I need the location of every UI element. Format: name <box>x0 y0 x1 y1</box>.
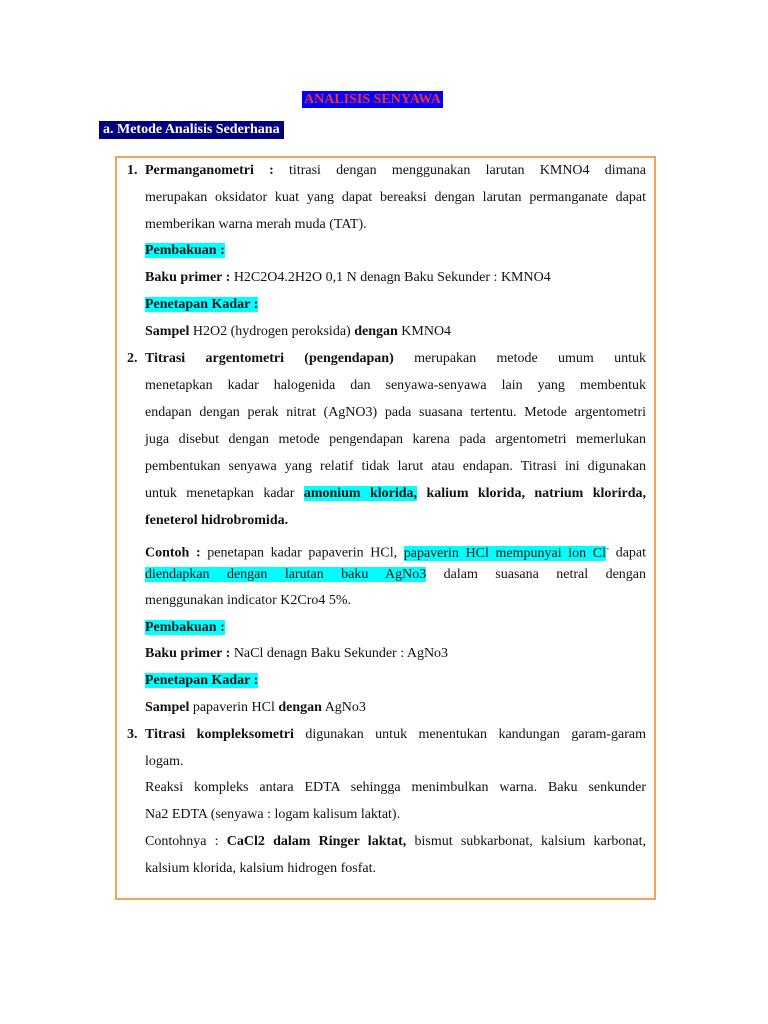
paragraph-line: menggunakan indicator K2Cro4 5%. <box>145 593 352 608</box>
item-text: penetapan kadar papaverin HCl, <box>207 545 398 561</box>
list-item-intro <box>145 725 646 745</box>
baku-primer-line <box>145 644 646 664</box>
highlighted-text: papaverin HCl mempunyai ion Cl <box>403 545 607 561</box>
paragraph-line: kalsium klorida, kalsium hidrogen fosfat. <box>145 861 376 876</box>
pembakuan-label: Pembakuan : <box>145 243 225 258</box>
bold-term: CaCl2 dalam Ringer laktat, <box>226 834 407 849</box>
highlighted-text: diendapkan dengan larutan baku AgNo3 <box>145 567 427 582</box>
baku-label: Baku primer : <box>145 646 231 661</box>
contoh-line: Contoh : penetapan kadar papaverin HCl, papaverin HCl mempunyai ion Cl- dapat <box>145 543 647 561</box>
paragraph-line: menetapkan kadar halogenida dan senyawa-senyawa lain yang membentuk <box>145 378 646 393</box>
paragraph-line: Na2 EDTA (senyawa : logam kalisum laktat). <box>145 807 401 822</box>
sampel-line <box>145 322 646 342</box>
item-heading: Titrasi argentometri (pengendapan) <box>145 351 394 366</box>
sampel-text: papaverin HCl <box>192 700 275 715</box>
baku-text: H2C2O4.2H2O 0,1 N denagn Baku Sekunder : KMNO4 <box>233 270 551 285</box>
item-text: dalam suasana netral dengan <box>443 567 646 582</box>
dengan-text: KMNO4 <box>401 324 452 339</box>
contoh-label: Contoh : <box>145 545 201 561</box>
sampel-label: Sampel <box>145 700 190 715</box>
item-heading: Titrasi kompleksometri <box>145 727 294 742</box>
list-item-intro <box>145 349 646 369</box>
contoh-line <box>145 832 646 852</box>
paragraph-line: juga disebut dengan metode pengendapan karena pada argentometri memerlukan <box>145 432 646 447</box>
paragraph-line: Reaksi kompleks antara EDTA sehingga menimbulkan warna. Baku senkunder <box>145 780 646 795</box>
dengan-text: AgNo3 <box>324 700 366 715</box>
sampel-line <box>145 698 646 718</box>
paragraph-line: pembentukan senyawa yang relatif tidak larut atau endapan. Titrasi ini digunakan <box>145 459 646 474</box>
document-title: ANALISIS SENYAWA <box>304 92 441 107</box>
list-item-intro <box>145 161 646 181</box>
penetapan-line <box>145 671 646 691</box>
paragraph-line: logam. <box>145 754 184 769</box>
baku-primer-line <box>145 268 646 288</box>
item-text: untuk menetapkan kadar <box>145 486 295 501</box>
paragraph-line: endapan dengan perak nitrat (AgNO3) pada suasana tertentu. Metode argentometri <box>145 405 646 420</box>
item-number: 2. <box>127 351 138 366</box>
highlighted-term: amonium klorida, <box>303 486 418 501</box>
dengan-label: dengan <box>354 324 398 339</box>
baku-text: NaCl denagn Baku Sekunder : AgNo3 <box>233 646 449 661</box>
baku-label: Baku primer : <box>145 270 231 285</box>
item-text: merupakan metode umum untuk <box>414 351 646 366</box>
paragraph-line: memberikan warna merah muda (TAT). <box>145 217 367 232</box>
penetapan-label: Penetapan Kadar : <box>145 297 259 312</box>
pembakuan-line <box>145 241 646 261</box>
item-text: digunakan untuk menentukan kandungan garam-garam <box>305 727 646 742</box>
item-text: dapat <box>615 545 647 561</box>
section-heading: a. Metode Analisis Sederhana <box>99 121 284 139</box>
item-number: 1. <box>127 163 138 178</box>
sampel-label: Sampel <box>145 324 190 339</box>
item-text: bismut subkarbonat, kalsium karbonat, <box>414 834 647 849</box>
pembakuan-line <box>145 618 646 638</box>
item-number: 3. <box>127 727 138 742</box>
penetapan-label: Penetapan Kadar : <box>145 673 259 688</box>
paragraph-line: merupakan oksidator kuat yang dapat bereaksi dengan larutan permanganate dapat <box>145 190 646 205</box>
sampel-text: H2O2 (hydrogen peroksida) <box>192 324 351 339</box>
paragraph-line <box>145 484 646 504</box>
paragraph-line: feneterol hidrobromida. <box>145 513 289 528</box>
pembakuan-label: Pembakuan : <box>145 620 225 635</box>
dengan-label: dengan <box>278 700 322 715</box>
penetapan-line <box>145 295 646 315</box>
item-heading: Permanganometri : <box>145 163 274 178</box>
bold-term: kalium klorida, natrium klorirda, <box>426 486 647 501</box>
contoh-label: Contohnya : <box>145 834 219 849</box>
item-text: titrasi dengan menggunakan larutan KMNO4 dimana <box>289 163 647 178</box>
paragraph-line <box>145 565 646 585</box>
